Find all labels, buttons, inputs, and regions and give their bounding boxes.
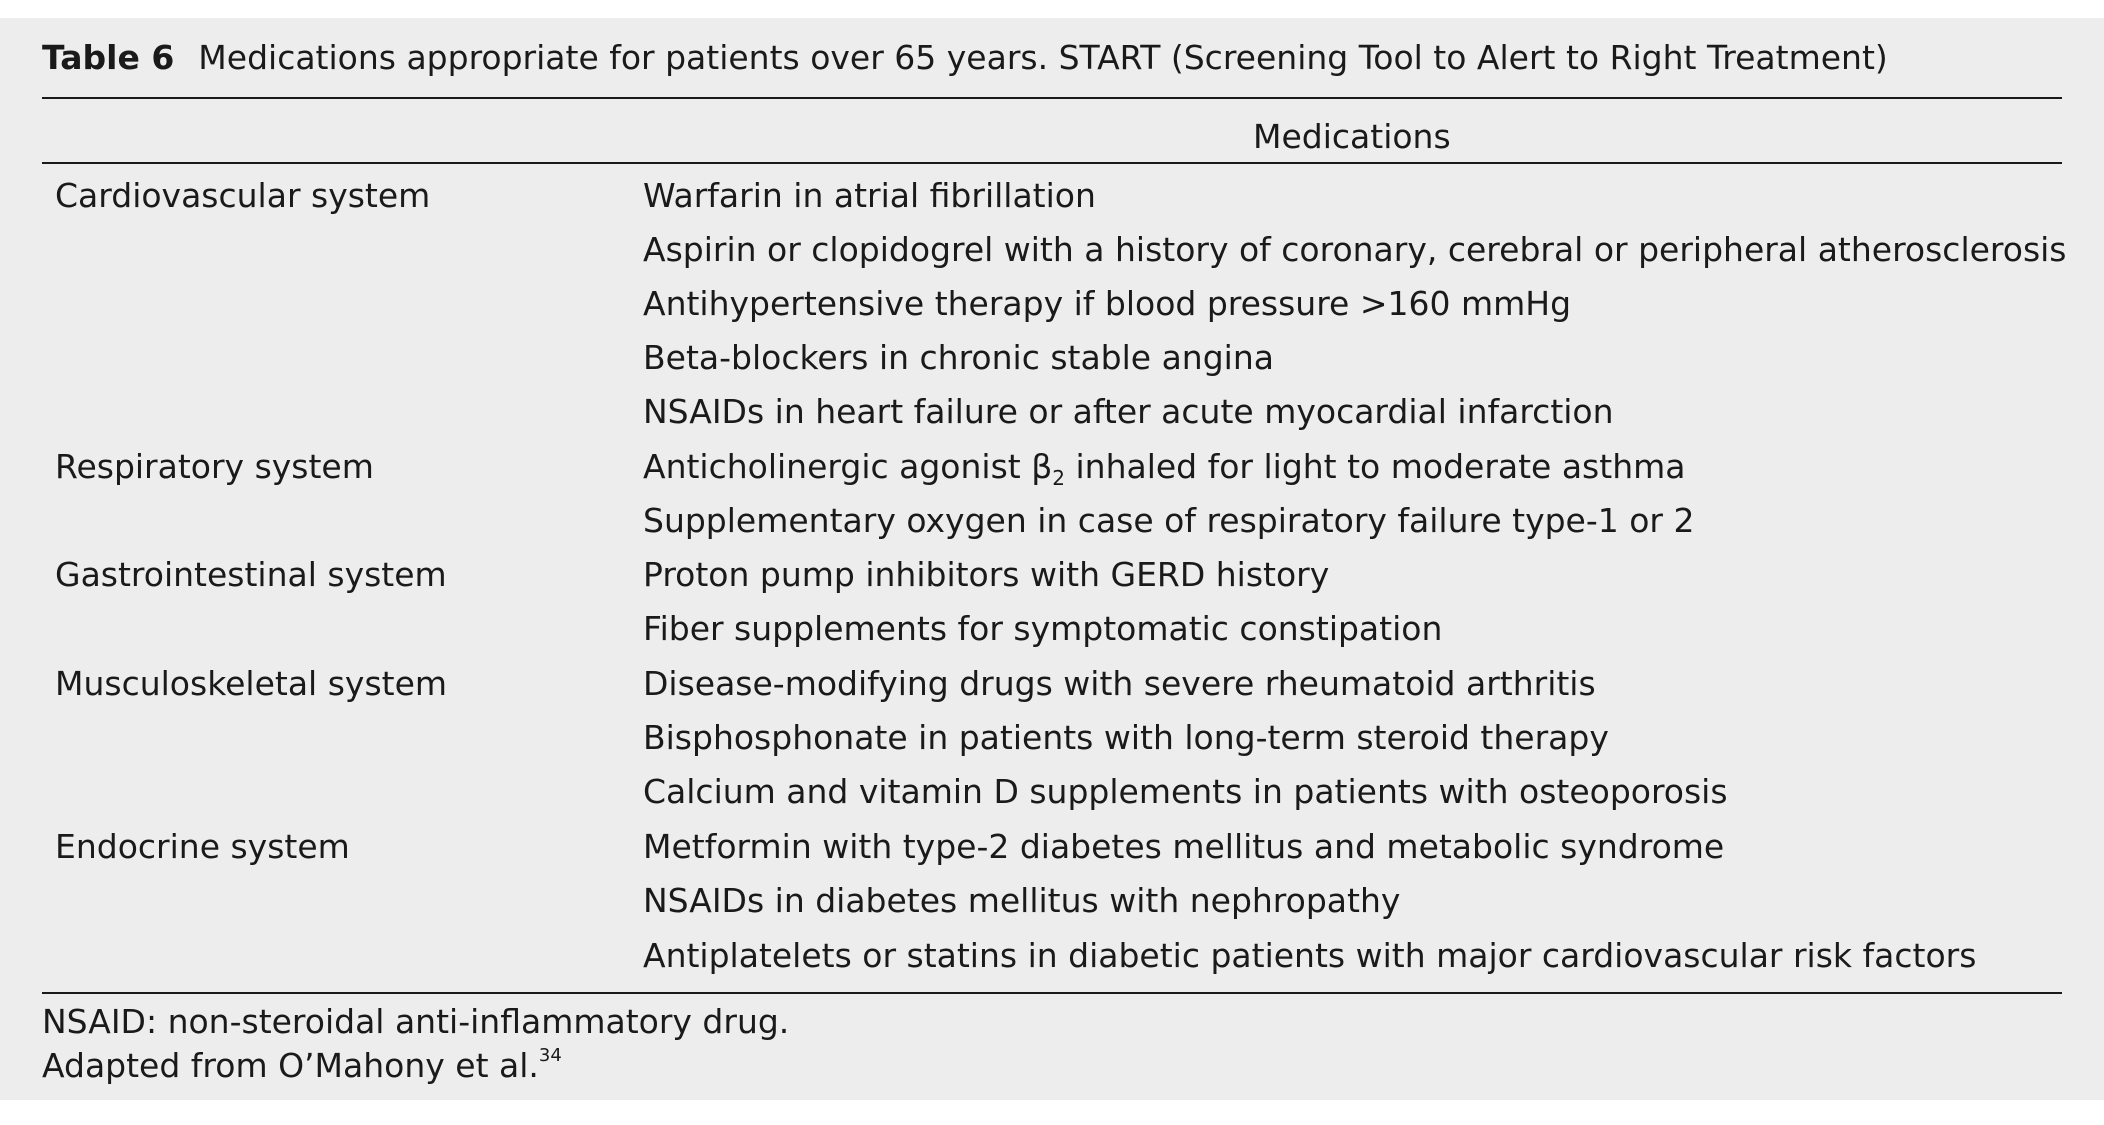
medication-cell: NSAIDs in heart failure or after acute myocardial infarction [643,392,1614,431]
medication-cell: Antiplatelets or statins in diabetic patients with major cardiovascular risk factors [643,936,1977,975]
medication-cell: Aspirin or clopidogrel with a history of coronary, cerebral or peripheral atherosclerosis [643,230,2067,269]
footnote-abbreviation: NSAID: non-steroidal anti-inflammatory drug. [42,1002,790,1041]
table-row [0,657,2104,711]
header-rule [42,162,2062,164]
system-cell: Gastrointestinal system [55,555,447,594]
system-cell: Musculoskeletal system [55,664,448,703]
table-row [0,820,2104,874]
table-row [0,711,2104,765]
medication-cell: NSAIDs in diabetes mellitus with nephropathy [643,881,1401,920]
table-row [0,494,2104,548]
table-row [0,223,2104,277]
system-cell: Respiratory system [55,447,374,486]
table-caption [42,38,1888,78]
medication-cell: Calcium and vitamin D supplements in patients with osteoporosis [643,772,1728,811]
footnote-source-text: Adapted from O’Mahony et al. [42,1046,539,1085]
beta-subscript: 2 [1052,466,1065,490]
bottom-rule [42,992,2062,994]
table-row [0,331,2104,385]
medication-cell: Bisphosphonate in patients with long-term steroid therapy [643,718,1609,757]
table-row [0,277,2104,331]
medication-text: inhaled for light to moderate asthma [1065,447,1686,486]
top-rule [42,97,2062,99]
table-row [0,548,2104,602]
table-title: Medications appropriate for patients over 65 years. START (Screening Tool to Alert to Right Treatment) [198,38,1888,77]
table-label: Table 6 [42,38,175,77]
table-row [0,874,2104,928]
system-cell: Cardiovascular system [55,176,431,215]
medication-cell: Metformin with type-2 diabetes mellitus and metabolic syndrome [643,827,1725,866]
table-row [0,169,2104,223]
column-header-medications: Medications [1253,117,1451,156]
table-row [0,929,2104,983]
table-row [0,385,2104,439]
table-row [0,765,2104,819]
medication-cell: Antihypertensive therapy if blood pressure >160 mmHg [643,284,1572,323]
medication-text: Anticholinergic agonist β [643,447,1053,486]
medication-cell: Disease-modifying drugs with severe rheumatoid arthritis [643,664,1596,703]
medication-cell: Supplementary oxygen in case of respiratory failure type-1 or 2 [643,501,1695,540]
medication-cell: Proton pump inhibitors with GERD history [643,555,1330,594]
footnote-source [42,1046,562,1086]
system-cell: Endocrine system [55,827,350,866]
medication-cell: Beta-blockers in chronic stable angina [643,338,1274,377]
medication-cell: Warfarin in atrial fibrillation [643,176,1096,215]
medication-cell [643,440,1685,494]
reference-number: 34 [538,1045,562,1066]
table-row [0,602,2104,656]
table-row [0,440,2104,494]
medication-cell: Fiber supplements for symptomatic constipation [643,609,1443,648]
